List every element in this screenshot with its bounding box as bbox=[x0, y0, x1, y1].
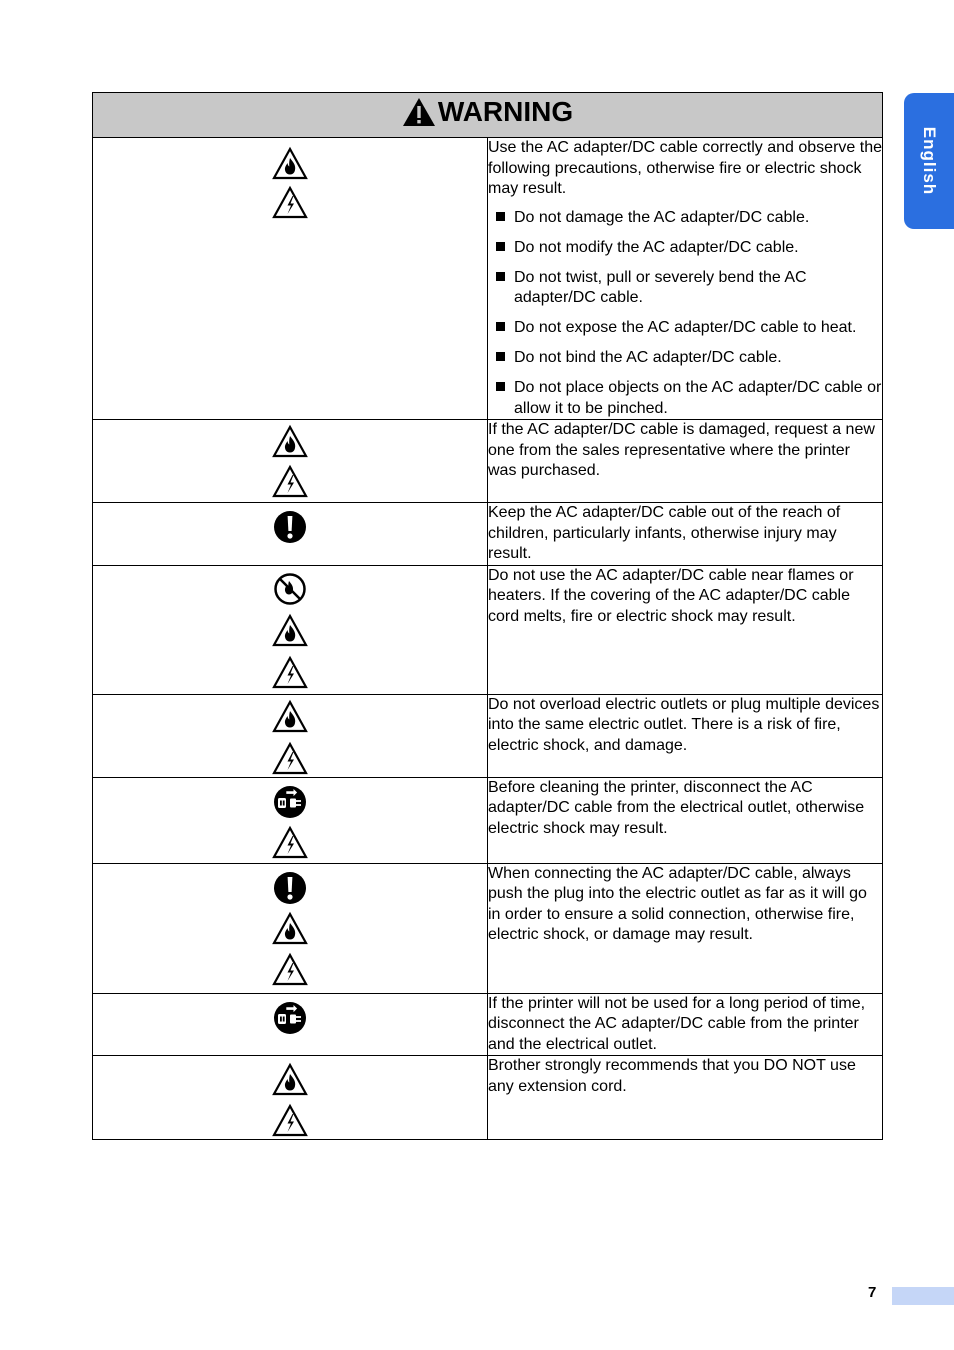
row-text-cell bbox=[488, 565, 883, 694]
table-row bbox=[93, 420, 883, 503]
bullet-square-icon bbox=[496, 212, 505, 221]
icon-cell bbox=[93, 993, 488, 1056]
table-row bbox=[93, 993, 883, 1056]
row-text-cell bbox=[488, 420, 883, 503]
list-item bbox=[496, 268, 882, 309]
unplug-icon bbox=[273, 1001, 307, 1035]
fire-hazard-icon bbox=[271, 1062, 309, 1098]
list-item-text: Do not place objects on the AC adapter/DC cable or allow it to be pinched. bbox=[514, 379, 882, 417]
row-text: If the printer will not be used for a long period of time, disconnect the AC adapter/DC cable from the printer and the electrical outlet. bbox=[488, 994, 866, 1053]
list-item bbox=[496, 208, 882, 229]
no-open-flame-icon bbox=[273, 572, 307, 606]
bullet-square-icon bbox=[496, 242, 505, 251]
fire-hazard-icon bbox=[271, 911, 309, 947]
fire-hazard-icon bbox=[271, 424, 309, 460]
warning-title: WARNING bbox=[437, 96, 574, 127]
list-item-text: Do not damage the AC adapter/DC cable. bbox=[514, 208, 810, 226]
row-text: Do not use the AC adapter/DC cable near flames or heaters. If the covering of the AC adapter/DC cable cord melts, fire or electric shock may result. bbox=[488, 566, 854, 625]
bullet-square-icon bbox=[496, 352, 505, 361]
icon-cell bbox=[93, 863, 488, 993]
list-item-text: Do not expose the AC adapter/DC cable to heat. bbox=[514, 319, 857, 336]
row-text-cell bbox=[488, 1056, 883, 1140]
row-text: Do not overload electric outlets or plug multiple devices into the same electric outlet. There is a risk of fire, electric shock, and damage. bbox=[488, 695, 880, 754]
list-item bbox=[496, 378, 882, 419]
electric-shock-icon bbox=[271, 464, 309, 500]
language-tab[interactable] bbox=[904, 93, 954, 229]
icon-cell bbox=[93, 694, 488, 777]
row-text: When connecting the AC adapter/DC cable, always push the plug into the electric outlet as far as it will go in order to ensure a solid connection, otherwise fire, electric shock, or damage may result. bbox=[488, 864, 867, 943]
list-item-text: Do not modify the AC adapter/DC cable. bbox=[514, 238, 799, 256]
electric-shock-icon bbox=[271, 185, 309, 221]
page-number-bar bbox=[892, 1287, 954, 1305]
list-item bbox=[496, 238, 882, 259]
electric-shock-icon bbox=[271, 655, 309, 691]
fire-hazard-icon bbox=[271, 613, 309, 649]
fire-hazard-icon bbox=[271, 146, 309, 182]
precaution-list bbox=[488, 208, 882, 420]
list-item bbox=[496, 348, 882, 369]
icon-cell bbox=[93, 565, 488, 694]
list-item-text: Do not bind the AC adapter/DC cable. bbox=[514, 349, 782, 366]
icon-cell bbox=[93, 420, 488, 503]
row-text: Before cleaning the printer, disconnect the AC adapter/DC cable from the electrical outlet, otherwise electric shock may result. bbox=[488, 778, 865, 837]
warning-table bbox=[92, 92, 883, 1140]
page-number: 7 bbox=[868, 1284, 877, 1301]
mandatory-action-icon bbox=[273, 871, 307, 905]
table-row bbox=[93, 863, 883, 993]
table-row bbox=[93, 694, 883, 777]
icon-cell bbox=[93, 503, 488, 566]
row-text-cell bbox=[488, 138, 883, 420]
mandatory-action-icon bbox=[273, 510, 307, 544]
row-text: Keep the AC adapter/DC cable out of the reach of children, particularly infants, otherwise injury may result. bbox=[488, 504, 841, 562]
row-text-cell bbox=[488, 694, 883, 777]
list-item bbox=[496, 318, 882, 339]
row-text-cell bbox=[488, 503, 883, 566]
electric-shock-icon bbox=[271, 952, 309, 988]
unplug-icon bbox=[273, 785, 307, 819]
table-row bbox=[93, 565, 883, 694]
table-row bbox=[93, 777, 883, 863]
bullet-square-icon bbox=[496, 322, 505, 331]
warning-header bbox=[93, 93, 883, 138]
icon-cell bbox=[93, 1056, 488, 1140]
table-row bbox=[93, 1056, 883, 1140]
warning-triangle-icon bbox=[402, 97, 436, 127]
row-text: If the AC adapter/DC cable is damaged, request a new one from the sales representative where the printer was purchased. bbox=[488, 421, 875, 479]
row-text-cell bbox=[488, 863, 883, 993]
fire-hazard-icon bbox=[271, 699, 309, 735]
row-text: Brother strongly recommends that you DO NOT use any extension cord. bbox=[488, 1057, 856, 1095]
list-item-text: Do not twist, pull or severely bend the AC adapter/DC cable. bbox=[514, 268, 807, 306]
row-text-cell bbox=[488, 777, 883, 863]
icon-cell bbox=[93, 777, 488, 863]
row-text: Use the AC adapter/DC cable correctly and observe the following precautions, otherwise fire or electric shock may result. bbox=[488, 139, 882, 197]
table-row bbox=[93, 503, 883, 566]
table-row bbox=[93, 138, 883, 420]
icon-cell bbox=[93, 138, 488, 420]
bullet-square-icon bbox=[496, 272, 505, 281]
electric-shock-icon bbox=[271, 825, 309, 861]
electric-shock-icon bbox=[271, 741, 309, 777]
row-text-cell bbox=[488, 993, 883, 1056]
electric-shock-icon bbox=[271, 1103, 309, 1139]
language-tab-label: English bbox=[920, 126, 939, 196]
bullet-square-icon bbox=[496, 382, 505, 391]
